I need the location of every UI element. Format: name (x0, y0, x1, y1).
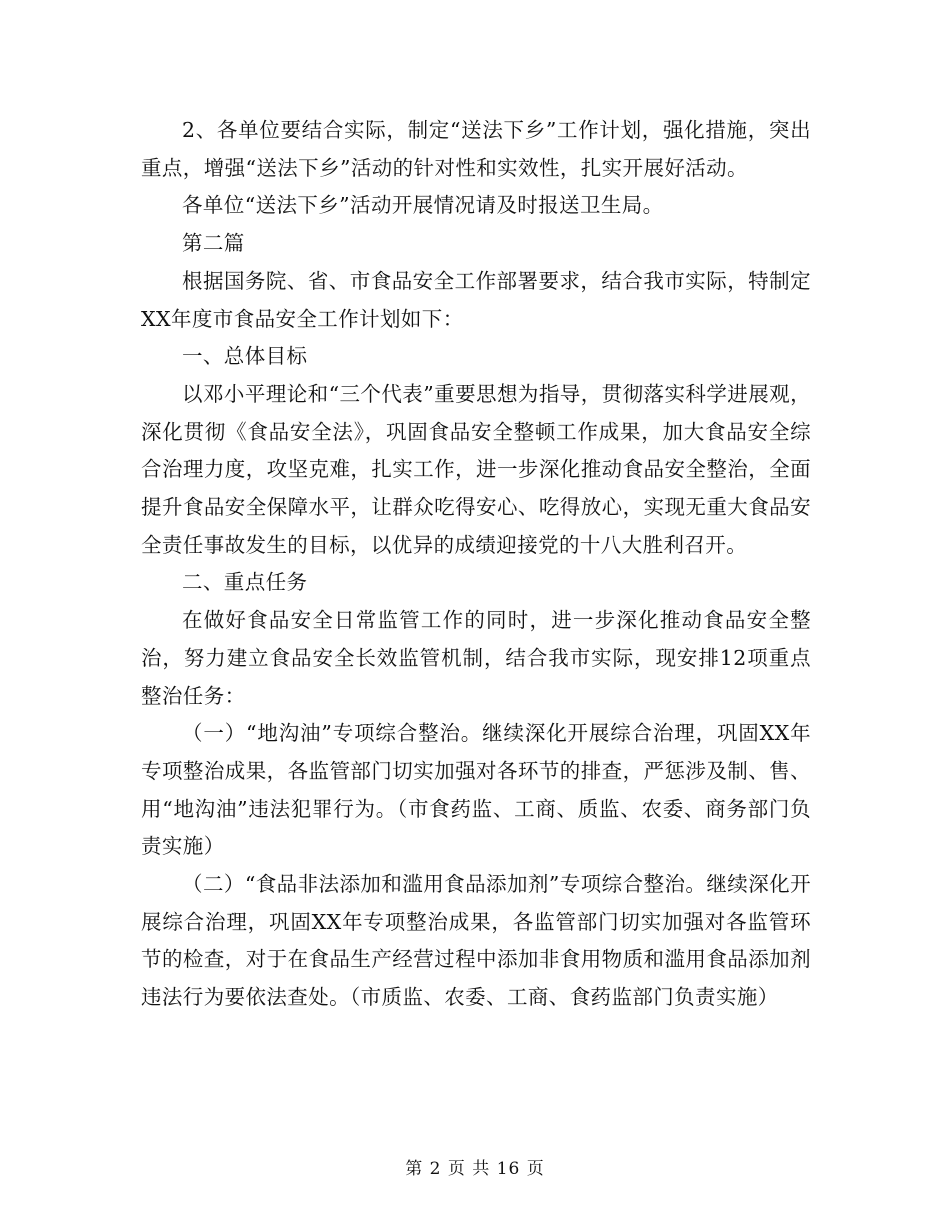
paragraph-task-one: （一）“地沟油”专项综合整治。继续深化开展综合治理，巩固XX年专项整治成果，各监管部门切实加强对各环节的排查，严惩涉及制、售、用“地沟油”违法犯罪行为。（市食药监、工商、质监、农委、商务部门负责实施） (141, 721, 811, 859)
footer-suffix: 页 (526, 1159, 545, 1179)
paragraph-overall-goal: 以邓小平理论和“三个代表”重要思想为指导，贯彻落实科学进展观，深化贯彻《食品安全法》，巩固食品安全整顿工作成果，加大食品安全综合治理力度，攻坚克难，扎实工作，进一步深化推动食品安全整治，全面提升食品安全保障水平，让群众吃得安心、吃得放心，实现无重大食品安全责任事故发生的目标，以优异的成绩迎接党的十八大胜利召开。 (141, 381, 811, 557)
paragraph-task-two: （二）“食品非法添加和滥用食品添加剂”专项综合整治。继续深化开展综合治理，巩固XX年专项整治成果，各监管部门切实加强对各监管环节的检查，对于在食品生产经营过程中添加非食用物质和滥用食品添加剂违法行为要依法查处。（市质监、农委、工商、食药监部门负责实施） (141, 872, 811, 1010)
document-body (141, 112, 811, 1017)
section-heading-part-two: 第二篇 (182, 231, 245, 256)
heading-key-tasks: 二、重点任务 (182, 570, 308, 595)
page-footer (0, 1154, 950, 1179)
footer-prefix: 第 (405, 1159, 424, 1179)
footer-total-pages: 16 (496, 1159, 521, 1179)
heading-overall-goal: 一、总体目标 (182, 344, 308, 369)
paragraph-intro: 根据国务院、省、市食品安全工作部署要求，结合我市实际，特制定XX年度市食品安全工作计划如下： (141, 268, 811, 331)
paragraph-report-notice: 各单位“送法下乡”活动开展情况请及时报送卫生局。 (182, 193, 664, 218)
paragraph-key-tasks: 在做好食品安全日常监管工作的同时，进一步深化推动食品安全整治，努力建立食品安全长效监管机制，结合我市实际，现安排12项重点整治任务： (141, 608, 811, 708)
footer-middle: 页 共 (447, 1159, 491, 1179)
paragraph-activity-plan: 2、各单位要结合实际，制定“送法下乡”工作计划，强化措施，突出重点，增强“送法下乡”活动的针对性和实效性，扎实开展好活动。 (141, 118, 811, 180)
footer-page-number: 2 (429, 1159, 442, 1179)
